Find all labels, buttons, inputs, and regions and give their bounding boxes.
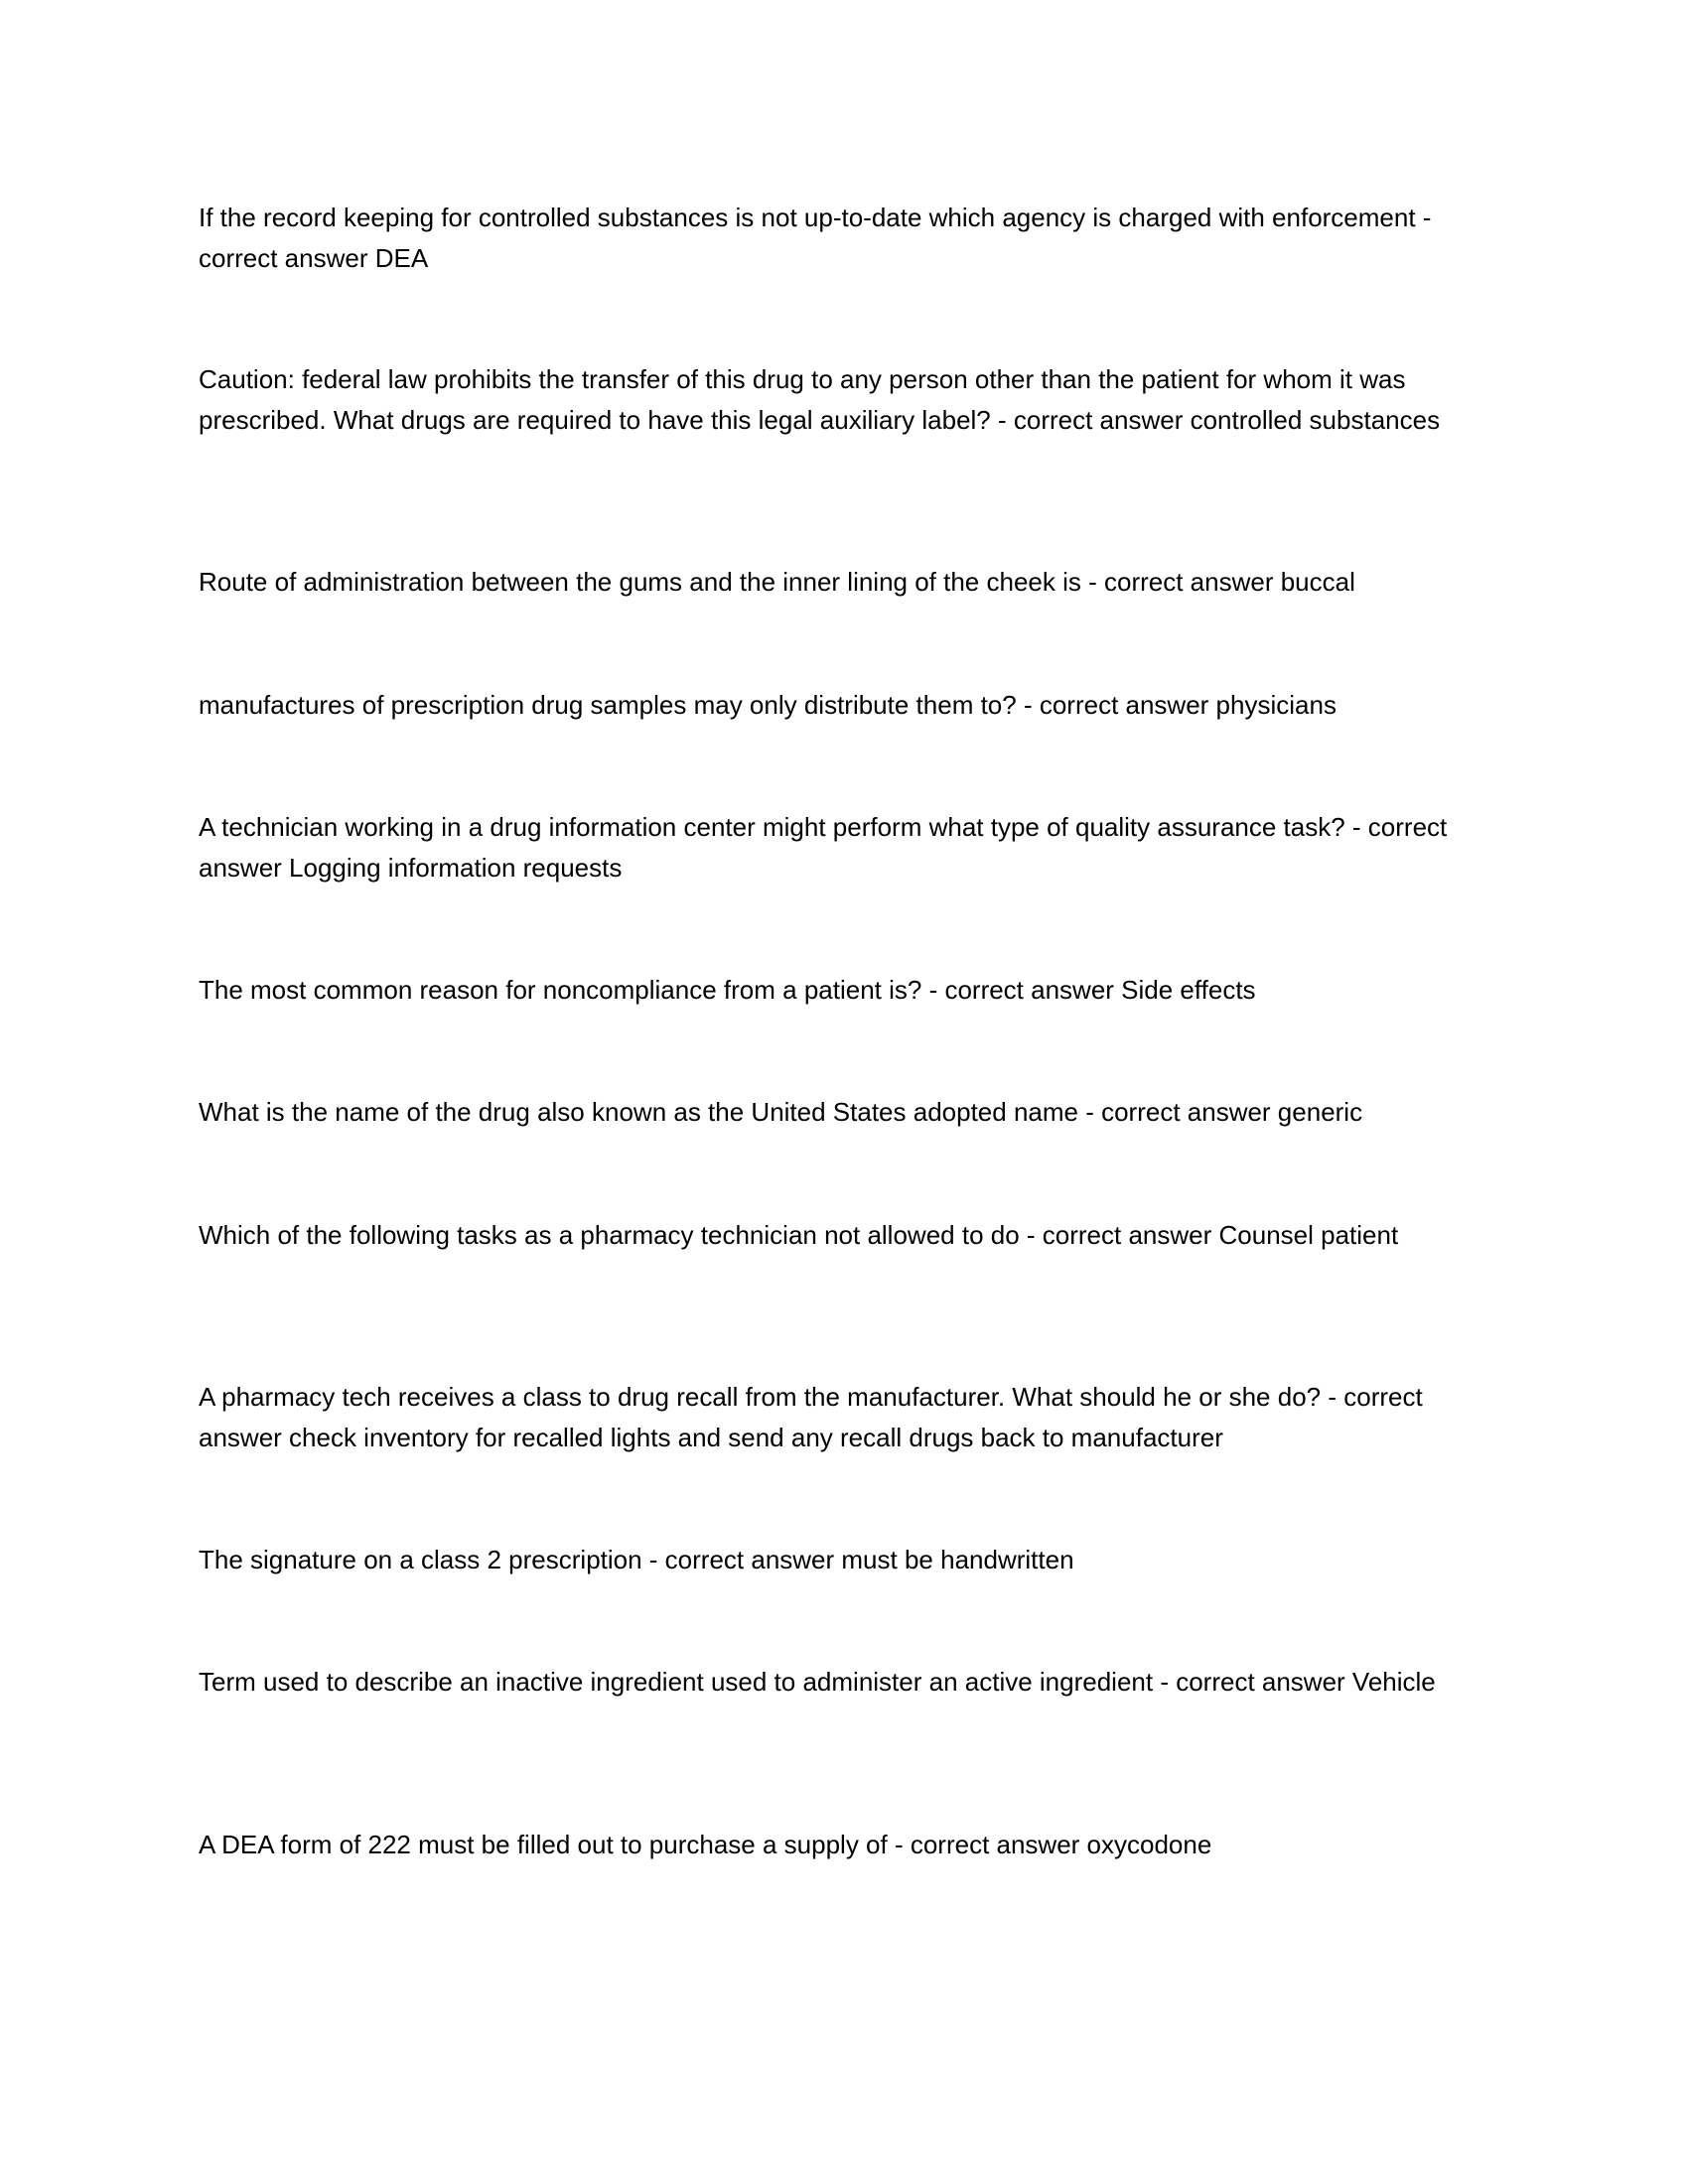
qa-item-6: The most common reason for noncompliance from a patient is? - correct answer Side effects xyxy=(199,975,1256,1005)
qa-item-5: A technician working in a drug information center might perform what type of quality assurance task? - correct answer Logging information requests xyxy=(199,812,1448,883)
qa-item-10: The signature on a class 2 prescription - correct answer must be handwritten xyxy=(199,1545,1074,1574)
qa-item-3: Route of administration between the gums and the inner lining of the cheek is - correct answer buccal xyxy=(199,567,1355,597)
qa-item-8: Which of the following tasks as a pharmacy technician not allowed to do - correct answer Counsel patient xyxy=(199,1220,1399,1250)
qa-item-1: If the record keeping for controlled substances is not up-to-date which agency is charged with enforcement - correct answer DEA xyxy=(199,203,1432,273)
qa-item-9: A pharmacy tech receives a class to drug recall from the manufacturer. What should he or she do? - correct answer check inventory for recalled lights and send any recall drugs back to manufacturer xyxy=(199,1382,1423,1452)
qa-item-4: manufactures of prescription drug samples may only distribute them to? - correct answer physicians xyxy=(199,690,1336,720)
qa-item-11: Term used to describe an inactive ingredient used to administer an active ingredient - correct answer Vehicle xyxy=(199,1667,1436,1697)
qa-item-12: A DEA form of 222 must be filled out to purchase a supply of - correct answer oxycodone xyxy=(199,1830,1212,1859)
qa-item-7: What is the name of the drug also known as the United States adopted name - correct answer generic xyxy=(199,1097,1363,1127)
qa-item-2: Caution: federal law prohibits the transfer of this drug to any person other than the patient for whom it was prescribed. What drugs are required to have this legal auxiliary label? - correct answer controlled substances xyxy=(199,364,1441,435)
